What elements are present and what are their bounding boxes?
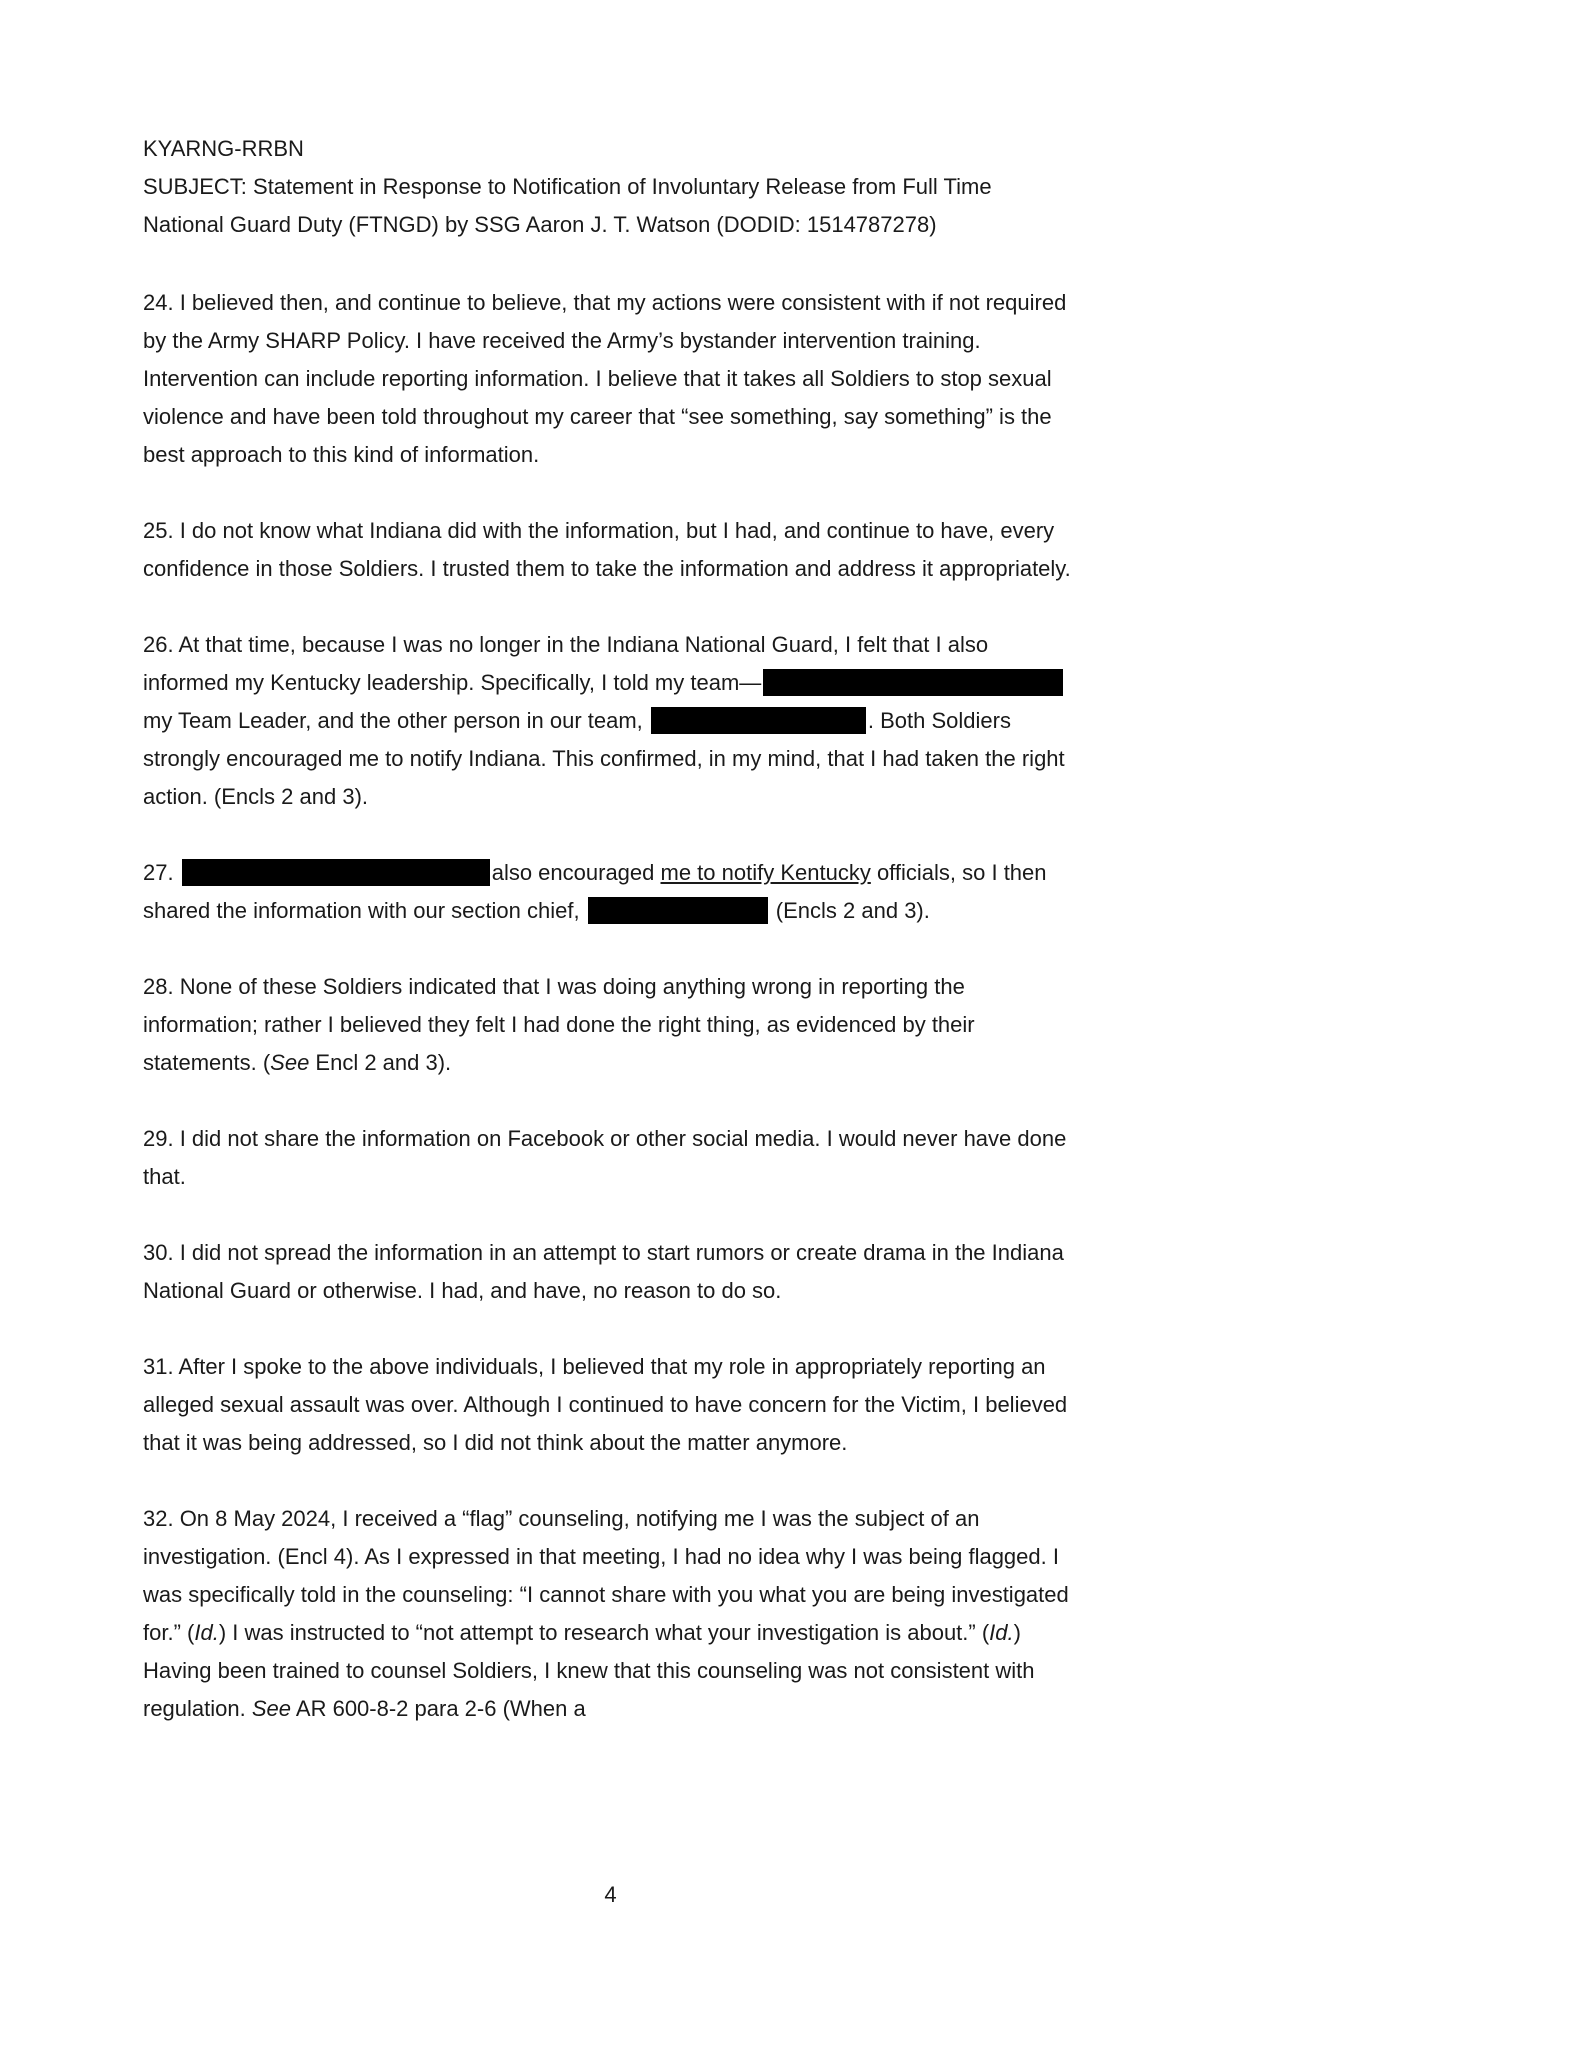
text-run: . Both Soldiers strongly encouraged me to notify Indiana. This confirmed, in my mind, that I had taken the right action. (Encls 2 and 3).: [143, 708, 1065, 809]
text-run: ) I was instructed to “not attempt to research what your investigation is about.” (: [218, 1620, 990, 1645]
text-run: Encl 2 and 3).: [309, 1050, 452, 1075]
text-run: 26. At that time, because I was no longer in the Indiana National Guard, I felt that I also informed my Kentucky leadership. Specifically, I told my team—: [143, 632, 989, 695]
page-number: 4: [604, 1882, 617, 1907]
paragraph: [143, 1120, 1078, 1196]
paragraph: [143, 854, 1078, 930]
underlined-text-run: me to notify Kentucky: [660, 860, 871, 885]
text-run: also encouraged: [491, 860, 661, 885]
subject-line-1: SUBJECT: Statement in Response to Notification of Involuntary Release from Full Time: [143, 174, 992, 199]
paragraph: [143, 968, 1078, 1082]
text-run: 25. I do not know what Indiana did with the information, but I had, and continue to have, every confidence in those Soldiers. I trusted them to take the information and address it appropriately.: [143, 518, 1071, 581]
text-run: (Encls 2 and 3).: [769, 898, 930, 923]
document-content: [143, 130, 1078, 1728]
paragraph: [143, 512, 1078, 588]
subject-line-2: National Guard Duty (FTNGD) by SSG Aaron J. T. Watson (DODID: 1514787278): [143, 212, 937, 237]
paragraph: [143, 1500, 1078, 1728]
text-run: ) Having been trained to counsel Soldiers, I knew that this counseling was not consistent with regulation.: [143, 1620, 1035, 1721]
text-run: my Team Leader, and the other person in our team,: [143, 708, 649, 733]
text-run: 27.: [143, 860, 180, 885]
italic-text-run: See: [270, 1050, 310, 1075]
italic-text-run: Id.: [989, 1620, 1014, 1645]
redaction-bar: [182, 859, 490, 886]
text-run: 28. None of these Soldiers indicated that I was doing anything wrong in reporting the information; rather I believed they felt I had done the right thing, as evidenced by their statements. (: [143, 974, 975, 1075]
text-run: 30. I did not spread the information in an attempt to start rumors or create drama in the Indiana National Guard or otherwise. I had, and have, no reason to do so.: [143, 1240, 1064, 1303]
italic-text-run: See: [251, 1696, 292, 1721]
paragraph: [143, 1234, 1078, 1310]
text-run: 24. I believed then, and continue to believe, that my actions were consistent with if not required by the Army SHARP Policy. I have received the Army’s bystander intervention training. Intervention can include reporting information. I believe that it takes all Soldiers to stop sexual violence and have been told throughout my career that “see something, say something” is the best approach to this kind of information.: [143, 290, 1067, 467]
document-paragraphs: [143, 284, 1078, 1728]
text-run: 29. I did not share the information on Facebook or other social media. I would never have done that.: [143, 1126, 1067, 1189]
paragraph: [143, 1348, 1078, 1462]
paragraph: [143, 284, 1078, 474]
italic-text-run: Id.: [194, 1620, 219, 1645]
text-run: AR 600-8-2 para 2-6 (When a: [291, 1696, 586, 1721]
redaction-bar: [763, 669, 1063, 696]
office-symbol-line: KYARNG-RRBN: [143, 136, 304, 161]
text-run: officials, so I then shared the information with our section chief,: [143, 860, 1047, 923]
document-header: [143, 130, 1078, 244]
paragraph: [143, 626, 1078, 816]
redaction-bar: [651, 707, 866, 734]
text-run: 31. After I spoke to the above individuals, I believed that my role in appropriately reporting an alleged sexual assault was over. Although I continued to have concern for the Victim, I believed that it was being addressed, so I did not think about the matter anymore.: [143, 1354, 1068, 1455]
text-run: 32. On 8 May 2024, I received a “flag” counseling, notifying me I was the subject of an investigation. (Encl 4). As I expressed in that meeting, I had no idea why I was being flagged. I was specifically told in the counseling: “I cannot share with you what you are being investigated for.” (: [143, 1506, 1069, 1645]
redaction-bar: [588, 897, 768, 924]
